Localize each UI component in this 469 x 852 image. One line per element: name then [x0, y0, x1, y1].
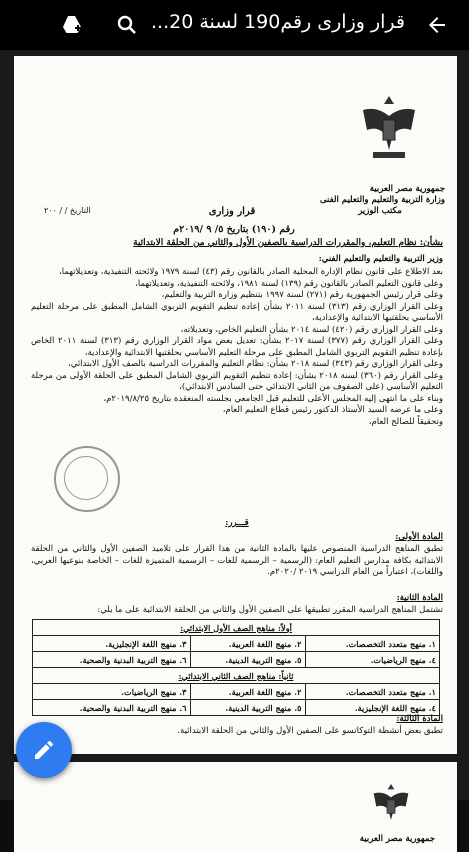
letterhead-line: جمهورية مصر العربية	[359, 834, 435, 844]
recital: وعلى ما عرضه السيد الأستاذ الدكتور رئيس قطاع التعليم العام،	[222, 405, 443, 415]
recital: وتحقيقاً للصالح العام،	[368, 416, 443, 427]
app-bar	[0, 0, 469, 50]
article3-text: تطبق بعض أنشطة التوكاتسو على الصفين الأول والثاني من الحلقة الابتدائية.	[177, 726, 443, 736]
recitals	[31, 267, 443, 428]
search-icon[interactable]	[115, 13, 139, 37]
date-field: التاريخ / / ٢٠٠	[44, 206, 91, 215]
table-cell: ٣. منهج الرياضيات.	[33, 684, 191, 700]
table-cell: ٢. منهج اللغة العربية.	[190, 684, 305, 700]
grade1-title: أولاً: مناهج الصف الأول الابتدائي:	[33, 620, 440, 636]
table-row	[33, 636, 440, 652]
decides-heading: قـــرر:	[225, 518, 249, 528]
edit-pencil-icon	[32, 738, 56, 762]
recital: وبناء على ما انتهى إليه المجلس الأعلى للتعليم قبل الجامعي بجلسته المنعقدة بتاريخ ٢٠١٩/٨/٢٥م،	[103, 393, 443, 404]
back-arrow-icon[interactable]	[425, 13, 449, 37]
table-cell: ٦. منهج التربية البدنية والصحية.	[33, 700, 191, 716]
table-cell: ٤. منهج الرياضيات.	[305, 652, 439, 668]
decree-number: رقم (١٩٠) بتاريخ ٥/ ٩ /٢٠١٩م	[173, 224, 295, 235]
article1-text: تطبق المناهج الدراسية المنصوص عليها بالمادة الثانية من هذا القرار على تلاميذ الصفين الأول والثاني من الحلقة الابتدائية بكافة مدارس التعليم العام: (الرسمية – الرسمية للغات – الرسمية المتميزة للغات – الخاصة بنوعيها العربي، واللغات)، اعتباراً من العام الدراسي ٢٠١٩ /٢٠٢٠م.	[31, 544, 443, 577]
table-cell: ٣. منهج اللغة الإنجليزية.	[33, 636, 191, 652]
recital: بعد الاطلاع على قانون نظام الإدارة المحلية الصادر بالقانون رقم (٤٣) لسنة ١٩٧٩ ولائحته التنفيذية، وتعديلاتهما،	[59, 267, 443, 277]
recital: وعلى القرار الوزاري رقم (٣١٣) لسنة ٢٠١١ بشأن إعادة تنظيم التقويم التربوي الشامل المطبق على مرحلة التعليم الأساسي بحلقتيها الابتدائية والإعدادية،	[31, 301, 443, 323]
article2-title: المادة الثانية:	[396, 593, 443, 603]
table-row	[33, 652, 440, 668]
document-page-2	[14, 762, 457, 852]
decree-subject: بشأن: نظام التعليم، والمقررات الدراسية بالصفين الأول والثاني من الحلقة الابتدائية	[133, 238, 443, 248]
table-cell: ١. منهج متعدد التخصصات.	[305, 636, 439, 652]
table-row	[33, 684, 440, 700]
table-cell: ٤. منهج اللغة الإنجليزية.	[305, 700, 439, 716]
egypt-eagle-emblem-icon	[357, 90, 421, 168]
recital: وعلى القرار الوزاري رقم (٤٢٠) لسنة ٢٠١٤ بشأن التعليم الخاص، وتعديلاته،	[180, 324, 443, 335]
drive-add-icon[interactable]	[60, 13, 84, 37]
article2-text: تشتمل المناهج الدراسية المقرر تطبيقها على الصفين الأول والثاني من الحلقة الابتدائية على ما يلي:	[97, 605, 443, 615]
official-stamp	[54, 446, 120, 512]
decree-title: قرار وزارى	[208, 206, 256, 217]
recital: وعلى قانون التعليم الصادر بالقانون رقم (١٣٩) لسنة ١٩٨١، ولائحته التنفيذية، وتعديلاتهما،	[135, 278, 443, 289]
document-page	[14, 56, 457, 754]
grade2-title: ثانياً: مناهج الصف الثاني الابتدائي:	[33, 668, 440, 684]
article3-title: المادة الثالثة:	[396, 714, 443, 724]
grade1-curricula-table	[32, 619, 440, 716]
recital: وعلى القرار رقم (٣٦٠) لسنة ٢٠١٨ بشأن: إعادة تنظيم التقويم التربوي الشامل المطبق على الحلقة الأولى من مرحلة التعليم الأساسي (على الصفوف من الثاني الابتدائي حتى السادس الابتدائي)،	[31, 370, 444, 392]
recital: وعلى قرار رئيس الجمهورية رقم (٢٧١) لسنة ١٩٩٧ بتنظيم وزارة التربية والتعليم،	[161, 290, 443, 300]
minister-line: وزير التربية والتعليم والتعليم الفني:	[318, 254, 443, 264]
table-cell: ٢. منهج اللغة العربية.	[190, 636, 305, 652]
table-cell: ٦. منهج التربية البدنية والصحية.	[33, 652, 191, 668]
table-cell: ٥. منهج التربية الدينية.	[190, 700, 305, 716]
letterhead	[315, 184, 445, 217]
recital: وعلى القرار الوزاري رقم (٣٧٧) لسنة ٢٠١٧ بشأن: تعديل بعض مواد القرار الوزاري رقم (٣١٣) لسنة ٢٠١١ الخاص بإعادة تنظيم التقويم التربوي الشامل المطبق على مرحلة التعليم الأساسي بحلقتيها الابتدائية والإعدادية،	[31, 336, 444, 358]
article1-title: المادة الأولى:	[395, 532, 443, 542]
letterhead-line: وزارة التربية والتعليم والتعليم الفنى	[319, 195, 445, 205]
egypt-eagle-emblem-icon	[369, 780, 413, 832]
edit-button[interactable]	[16, 722, 72, 778]
document-title: قرار وزارى رقم190 لسنة 20...	[150, 11, 405, 33]
recital: وعلى القرار الوزاري رقم (٣٤٣) لسنة ٢٠١٨ بشأن: نظام التعليم والمقررات الدراسية بالصف الأول الابتدائي،	[67, 359, 443, 369]
table-cell: ١. منهج متعدد التخصصات.	[305, 684, 439, 700]
pdf-viewer[interactable]	[0, 50, 469, 844]
table-cell: ٥. منهج التربية الدينية.	[190, 652, 305, 668]
letterhead-line: جمهورية مصر العربية	[369, 184, 445, 194]
letterhead-line: مكتب الوزير	[358, 206, 402, 216]
